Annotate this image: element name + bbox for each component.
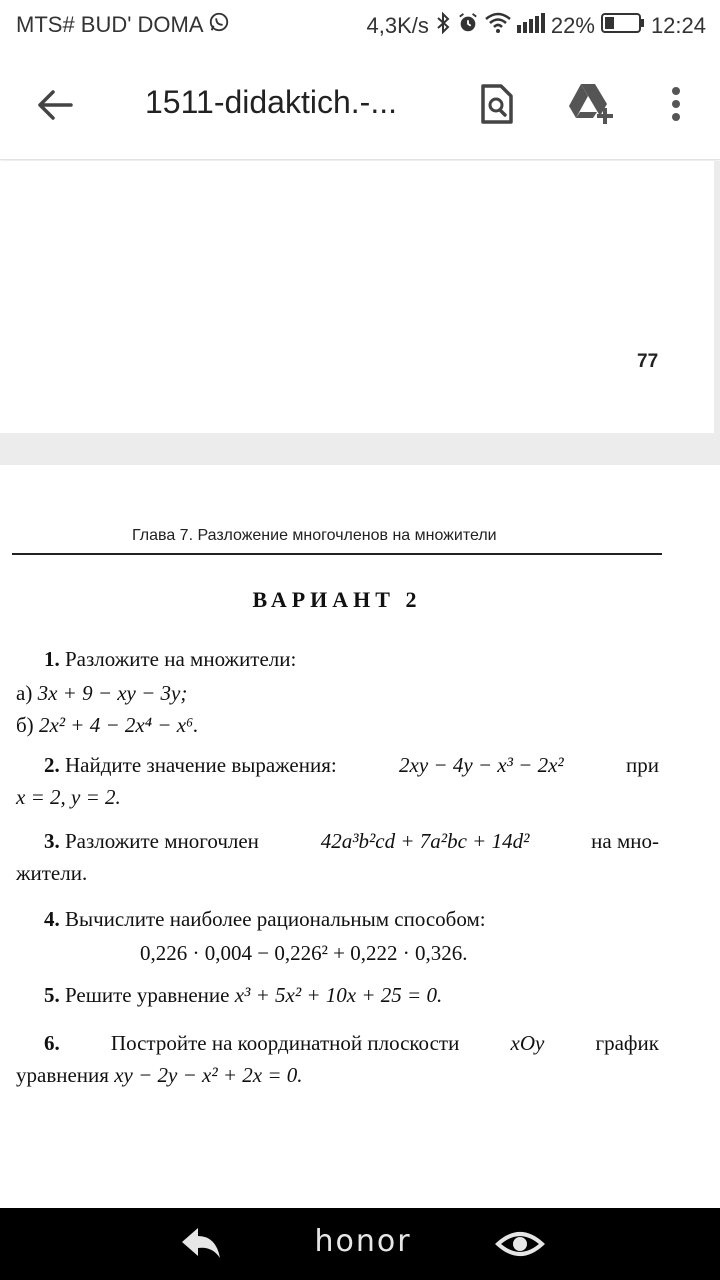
whatsapp-icon bbox=[208, 11, 230, 39]
signal-icon bbox=[517, 13, 545, 39]
header-rule bbox=[12, 553, 662, 555]
math-expression: 2x² + 4 − 2x⁴ − x⁶. bbox=[38, 713, 199, 737]
task-text: Решите уравнение bbox=[65, 983, 230, 1007]
item-label: а) bbox=[16, 681, 33, 705]
task-4-expression bbox=[140, 941, 467, 966]
bluetooth-icon bbox=[435, 11, 451, 41]
drive-add-icon bbox=[567, 82, 617, 131]
task-number: 3. bbox=[44, 829, 60, 853]
chapter-header: Глава 7. Разложение многочленов на множители bbox=[132, 527, 497, 544]
task-1b bbox=[16, 713, 199, 738]
clock-time: 12:24 bbox=[650, 13, 706, 38]
task-number: 6. bbox=[44, 1031, 60, 1055]
document-viewer[interactable] bbox=[0, 161, 720, 1208]
task-text-tail: на мно- bbox=[591, 829, 659, 853]
task-1a bbox=[16, 681, 187, 706]
math-expression: 42a³b²cd + 7a²bc + 14d² bbox=[320, 829, 530, 853]
task-2-line2 bbox=[16, 785, 121, 810]
brand-logo: honor bbox=[314, 1224, 412, 1259]
previous-page bbox=[0, 161, 714, 433]
wifi-icon bbox=[485, 12, 511, 40]
variant-title: ВАРИАНТ 2 bbox=[252, 587, 422, 612]
task-text: Найдите значение выражения: bbox=[65, 753, 337, 777]
math-expression: 0,226 · 0,004 − 0,226² + 0,222 · 0,326. bbox=[140, 941, 468, 965]
task-3-line2 bbox=[16, 861, 87, 886]
item-label: б) bbox=[16, 713, 34, 737]
task-text: Разложите многочлен bbox=[65, 829, 259, 853]
math-expression: x = 2, y = 2. bbox=[16, 785, 121, 809]
math-expression: x³ + 5x² + 10x + 25 = 0. bbox=[234, 983, 443, 1007]
back-button[interactable] bbox=[30, 82, 80, 132]
carrier-name: MTS# BUD' DOMA bbox=[16, 12, 204, 37]
math-expression: 3x + 9 − xy − 3y; bbox=[37, 681, 188, 705]
task-text-tail: при bbox=[626, 753, 659, 777]
app-bar bbox=[0, 52, 720, 160]
find-in-document-button[interactable] bbox=[470, 80, 522, 132]
task-1 bbox=[44, 647, 296, 672]
task-6 bbox=[44, 1031, 659, 1056]
task-5 bbox=[44, 983, 442, 1008]
navigation-bar bbox=[0, 1208, 720, 1280]
task-2 bbox=[44, 753, 659, 778]
task-text: жители. bbox=[16, 861, 88, 885]
battery-icon bbox=[601, 12, 645, 40]
task-number: 2. bbox=[44, 753, 60, 777]
math-expression: 2xy − 4y − x³ − 2x² bbox=[399, 753, 564, 777]
task-6-line2 bbox=[16, 1063, 303, 1088]
eye-icon bbox=[494, 1253, 546, 1270]
battery-percent: 22% bbox=[550, 13, 595, 38]
search-document-icon bbox=[479, 84, 513, 129]
task-number: 5. bbox=[44, 983, 60, 1007]
network-speed: 4,3K/s bbox=[366, 13, 429, 38]
add-to-drive-button[interactable] bbox=[566, 80, 618, 132]
task-text: Разложите на множители: bbox=[65, 647, 297, 671]
current-page bbox=[0, 465, 720, 1208]
status-right bbox=[367, 11, 706, 41]
math-expression: xy − 2y − x² + 2x = 0. bbox=[114, 1063, 303, 1087]
more-vert-icon bbox=[670, 86, 682, 127]
alarm-icon bbox=[457, 12, 479, 40]
status-bar bbox=[0, 0, 720, 52]
task-text: Вычислите наиболее рациональным способом: bbox=[65, 907, 486, 931]
task-3 bbox=[44, 829, 659, 854]
document-title: 1511-didaktich.-... bbox=[145, 84, 397, 120]
back-arrow-icon bbox=[37, 89, 73, 126]
task-4 bbox=[44, 907, 486, 932]
task-number: 4. bbox=[44, 907, 60, 931]
task-text: Постройте на координатной плоскости bbox=[110, 1031, 460, 1055]
task-text-tail: график bbox=[595, 1031, 659, 1055]
page-number: 77 bbox=[637, 351, 659, 372]
plane-label: xOy bbox=[510, 1031, 545, 1055]
task-number: 1. bbox=[44, 647, 60, 671]
more-options-button[interactable] bbox=[650, 80, 702, 132]
eye-comfort-button[interactable] bbox=[494, 1222, 546, 1266]
status-left bbox=[16, 11, 230, 39]
task-text: уравнения bbox=[16, 1063, 109, 1087]
